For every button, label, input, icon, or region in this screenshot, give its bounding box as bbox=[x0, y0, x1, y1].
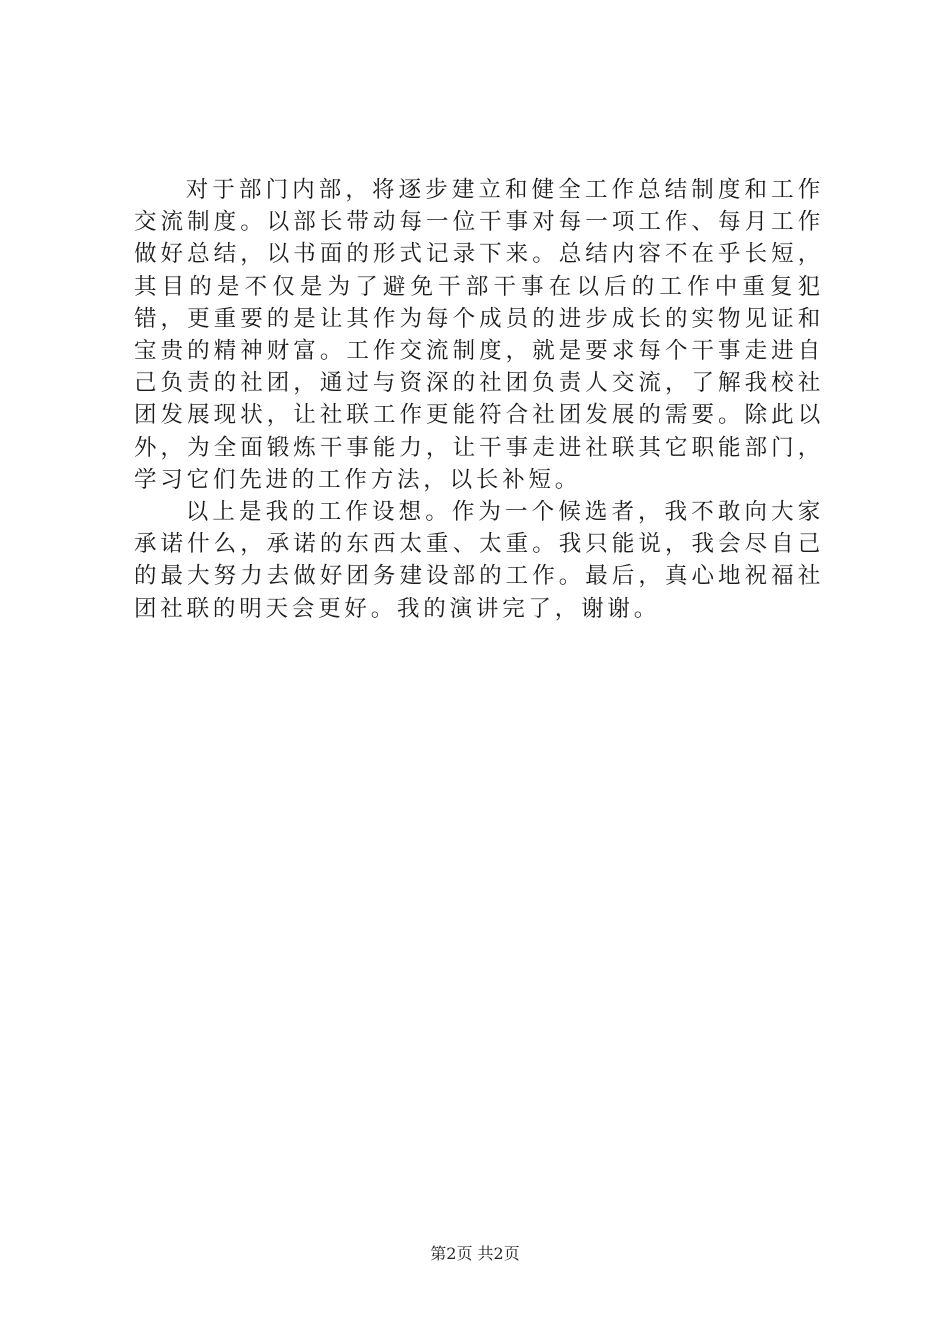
paragraph-2: 以上是我的工作设想。作为一个候选者，我不敢向大家承诺什么，承诺的东西太重、太重。我只能说，我会尽自己的最大努力去做好团务建设部的工作。最后，真心地祝福社团社联的明天会更好。我的演讲完了，谢谢。 bbox=[134, 499, 824, 622]
page-number-footer: 第2页 共2页 bbox=[430, 1244, 520, 1263]
paragraph-1: 对于部门内部，将逐步建立和健全工作总结制度和工作交流制度。以部长带动每一位干事对每一项工作、每月工作做好总结，以书面的形式记录下来。总结内容不在乎长短，其目的是不仅是为了避免干部干事在以后的工作中重复犯错，更重要的是让其作为每个成员的进步成长的实物见证和宝贵的精神财富。工作交流制度，就是要求每个干事走进自己负责的社团，通过与资深的社团负责人交流，了解我校社团发展现状，让社联工作更能符合社团发展的需要。除此以外，为全面锻炼干事能力，让干事走进社联其它职能部门，学习它们先进的工作方法，以长补短。 bbox=[134, 177, 824, 493]
document-body bbox=[134, 174, 824, 625]
